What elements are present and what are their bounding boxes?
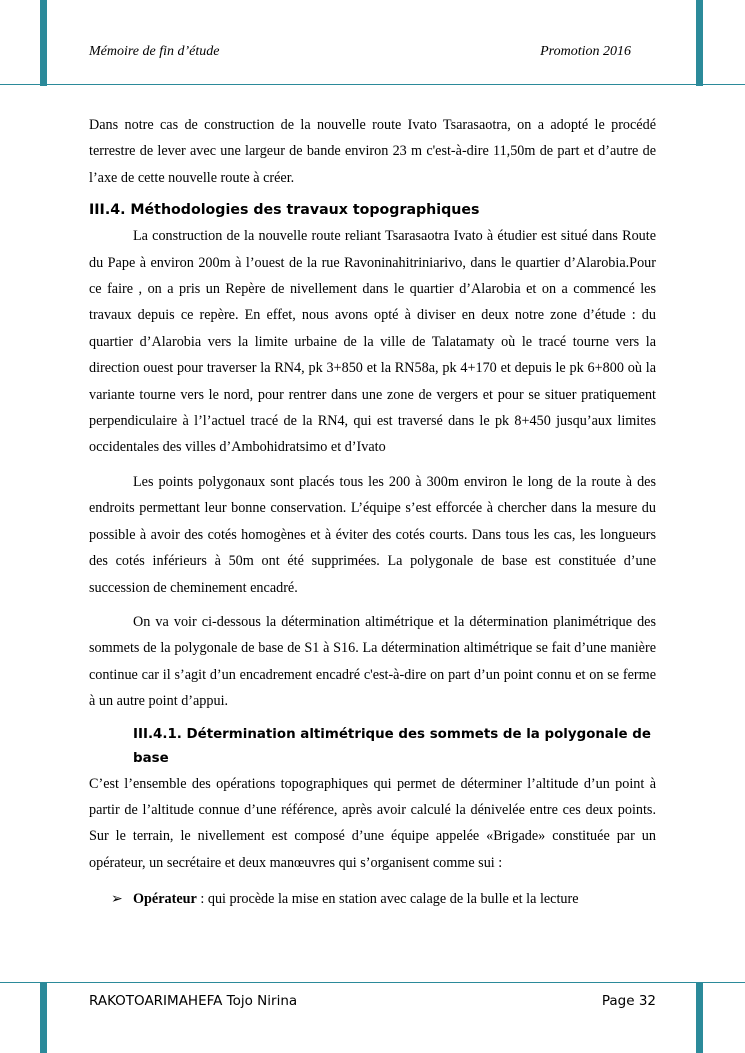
header-title: Mémoire de fin d’étude [89, 44, 220, 59]
bullet-term: Opérateur [133, 891, 197, 908]
page-footer [89, 993, 656, 1013]
paragraph-4: C’est l’ensemble des opérations topographiques qui permet de déterminer l’altitude d’un point à partir de l’altitude connue d’une référence, après avoir calculé la dénivelée entre ces deux points. Sur le terrain, le nivellement est composé d’une équipe appelée «Brigade» constituée par un opérateur, un secrétaire et deux manœuvres qui s’organisent comme sui : [89, 775, 656, 871]
arrow-bullet-icon: ➢ [111, 891, 123, 908]
subsection-heading: III.4.1. Détermination altimétrique des sommets de la polygonale de base [133, 726, 651, 766]
footer-right-accent-bar [696, 982, 703, 1053]
section-heading: III.4. Méthodologies des travaux topographiques [89, 202, 480, 219]
footer-author: RAKOTOARIMAHEFA Tojo Nirina [89, 993, 298, 1009]
page-header [89, 44, 631, 64]
page-number: Page 32 [601, 993, 656, 1009]
bullet-item [89, 886, 656, 912]
paragraph-2: Les points polygonaux sont placés tous les 200 à 300m environ le long de la route à des endroits permettant leur bonne conservation. L’équipe s’est efforcée à chercher dans la mesure du possible à avoir des cotés homogènes et à éviter des cotés courts. Dans tous les cas, les longueurs des cotés inférieurs à 50m ont été supprimées. La polygonale de base est constituée d’une succession de cheminement encadré. [89, 473, 656, 596]
header-right-accent-bar [696, 0, 703, 86]
bullet-text: : qui procède la mise en station avec calage de la bulle et la lecture [196, 891, 579, 908]
paragraph-1: La construction de la nouvelle route reliant Tsarasaotra Ivato à étudier est situé dans Route du Pape à environ 200m à l’ouest de la rue Ravoninahitriniarivo, dans le quartier d’Alarobia.Pour ce faire , on a pris un Repère de nivellement dans le quartier d’Alarobia et on a commencé les travaux depuis ce repère. En effet, nous avons opté à diviser en deux notre zone d’étude : du quartier d’Alarobia vers la limite urbaine de la ville de Talatamaty où le tracé tourne vers la direction ouest pour traverser la RN4, pk 3+850 et la RN58a, pk 4+170 et depuis le pk 6+800 où la variante tourne vers le nord, pour rentrer dans une zone de vergers et pour se situer pratiquement perpendiculaire à l’l’actuel tracé de la RN4, qui est traversé dans le pk 8+450 jusqu’aux limites occidentales des villes d’Ambohidratsimo et d’Ivato [89, 228, 656, 456]
page-body [89, 112, 656, 913]
header-rule [0, 84, 745, 85]
header-left-accent-bar [40, 0, 47, 86]
intro-paragraph: Dans notre cas de construction de la nouvelle route Ivato Tsarasaotra, on a adopté le procédé terrestre de lever avec une largeur de bande environ 23 m c'est-à-dire 11,50m de part et d’autre de l’axe de cette nouvelle route à créer. [89, 117, 656, 186]
paragraph-3: On va voir ci-dessous la détermination altimétrique et la détermination planimétrique des sommets de la polygonale de base de S1 à S16. La détermination altimétrique se fait d’une manière continue car il s’agit d’un encadrement encadré c'est-à-dire on part d’un point connu et on se ferme à un autre point d’appui. [89, 613, 656, 710]
header-promotion: Promotion 2016 [540, 44, 631, 59]
footer-rule [0, 982, 745, 983]
footer-left-accent-bar [40, 982, 47, 1053]
